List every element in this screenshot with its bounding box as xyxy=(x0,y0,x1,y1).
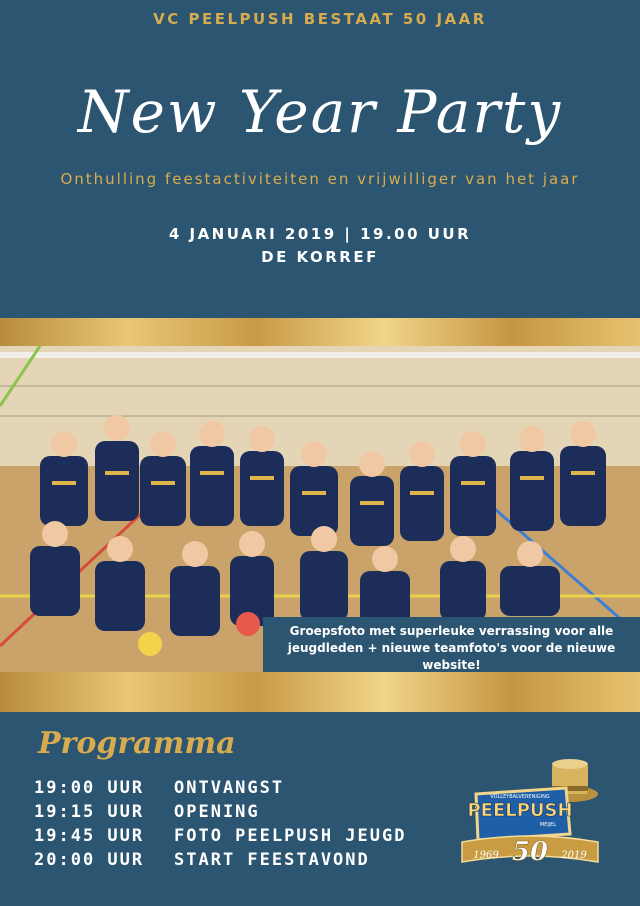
logo-arc-text: VOLLEYBALVERENIGING xyxy=(490,794,550,800)
header-section xyxy=(0,0,640,318)
anniversary-subhead: VC PEELPUSH BESTAAT 50 JAAR xyxy=(153,10,487,28)
schedule-event: FOTO PEELPUSH JEUGD xyxy=(174,826,407,846)
schedule-row xyxy=(34,850,406,874)
photo-caption: Groepsfoto met superleuke verrassing voor alle jeugdleden + nieuwe teamfoto's voor de nieuwe website! xyxy=(263,617,640,683)
schedule-list xyxy=(34,778,406,874)
schedule-event: START FEESTAVOND xyxy=(174,850,370,870)
schedule-time: 19:00 UUR xyxy=(34,778,145,798)
program-title: Programma xyxy=(38,726,236,761)
schedule-event: OPENING xyxy=(174,802,260,822)
event-tagline: Onthulling feestactiviteiten en vrijwilliger van het jaar xyxy=(60,170,580,188)
logo-club-name: PEELPUSH xyxy=(467,800,573,821)
logo-anniversary-number: 50 xyxy=(511,837,549,867)
schedule-time: 19:15 UUR xyxy=(34,802,145,822)
logo-place: MEIJEL xyxy=(539,822,557,828)
schedule-event: ONTVANGST xyxy=(174,778,285,798)
event-date-time: 4 JANUARI 2019 | 19.00 UUR xyxy=(168,225,472,243)
gold-glitter-band-top xyxy=(0,318,640,346)
logo-year-end: 2019 xyxy=(561,850,587,861)
peelpush-50-logo xyxy=(458,754,603,874)
gold-glitter-band-bottom xyxy=(0,672,640,712)
schedule-row xyxy=(34,826,406,850)
schedule-row xyxy=(34,778,406,802)
schedule-time: 19:45 UUR xyxy=(34,826,145,846)
event-title: New Year Party xyxy=(77,78,563,146)
schedule-row xyxy=(34,802,406,826)
logo-year-start: 1969 xyxy=(473,850,499,861)
schedule-time: 20:00 UUR xyxy=(34,850,145,870)
event-venue: DE KORREF xyxy=(261,248,379,266)
